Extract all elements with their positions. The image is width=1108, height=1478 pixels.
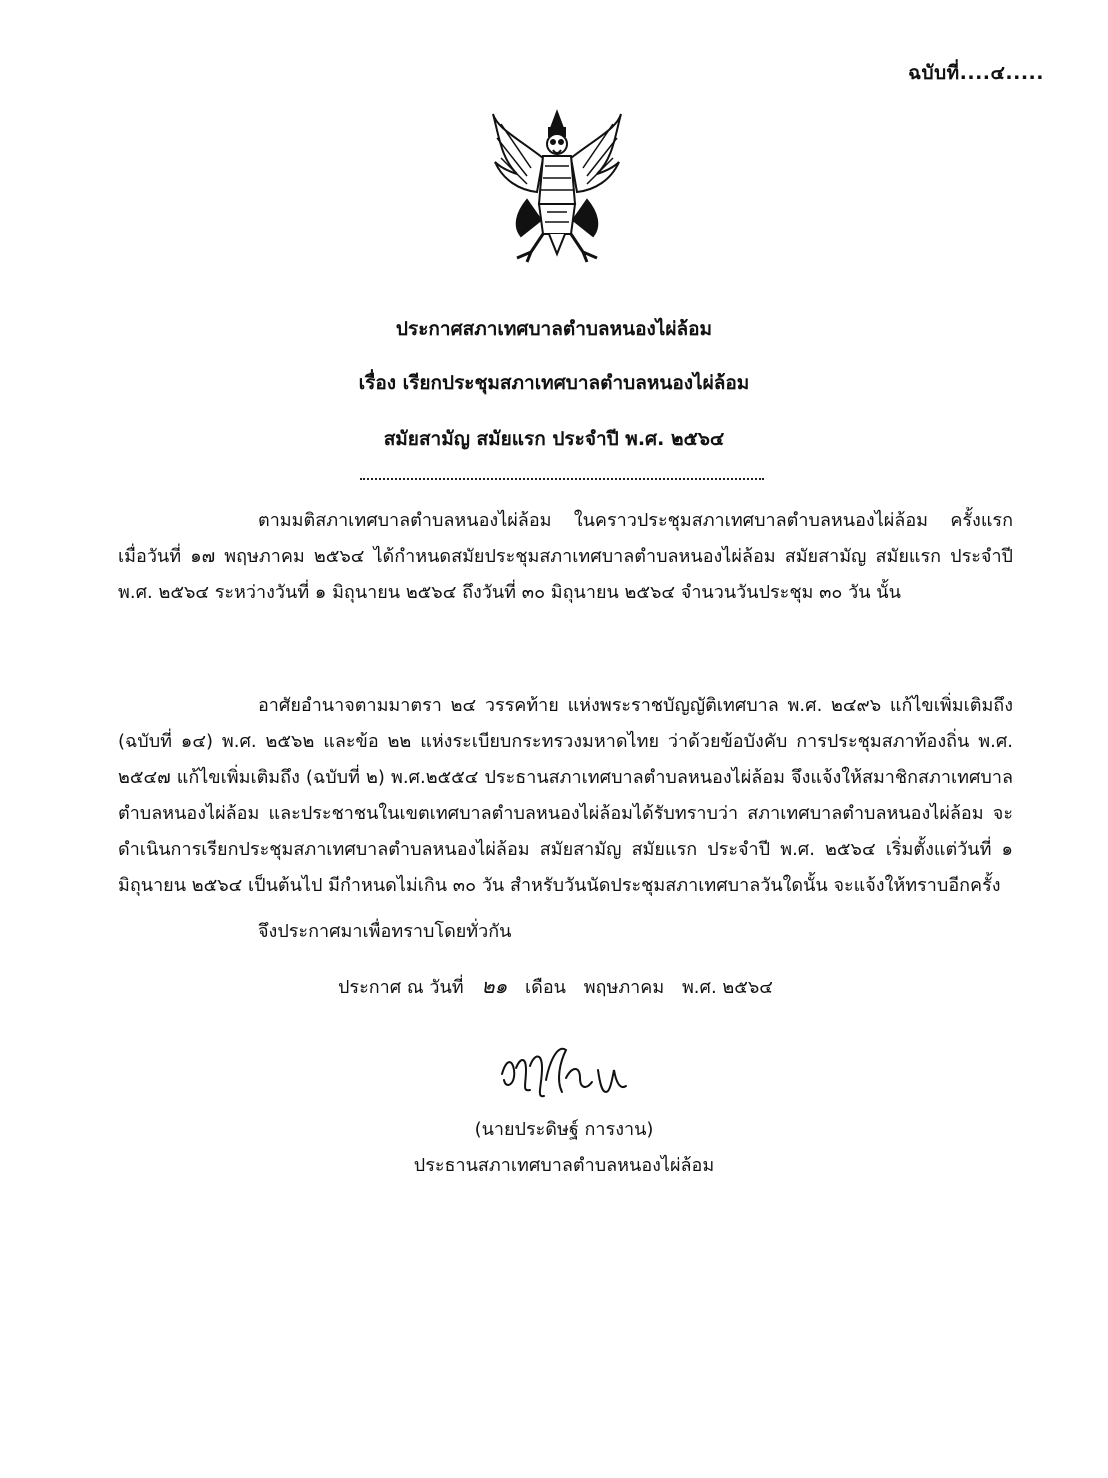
announcement-date — [338, 970, 785, 1002]
heading-session: สมัยสามัญ สมัยแรก ประจำปี พ.ศ. ๒๕๖๔ — [383, 428, 725, 450]
date-prefix: ประกาศ ณ วันที่ — [338, 977, 464, 998]
date-day: ๒๑ — [481, 974, 508, 998]
heading-subject: เรื่อง เรียกประชุมสภาเทศบาลตำบลหนองไผ่ล้อม — [358, 372, 750, 394]
signer-name: (นายประดิษฐ์ การงาน) — [474, 1119, 654, 1140]
signer-position: ประธานสภาเทศบาลตำบลหนองไผ่ล้อม — [413, 1155, 715, 1176]
paragraph-resolution: ตามมติสภาเทศบาลตำบลหนองไผ่ล้อม ในคราวประชุมสภาเทศบาลตำบลหนองไผ่ล้อม ครั้งแรก เมื่อวันที่ ๑๗ พฤษภาคม ๒๕๖๔ ได้กำหนดสมัยประชุมสภาเทศบาลตำบลหนองไผ่ล้อม สมัยสามัญ สมัยแรก ประจำปี พ.ศ. ๒๕๖๔ ระหว่างวันที่ ๑ มิถุนายน ๒๕๖๔ ถึงวันที่ ๓๐ มิถุนายน ๒๕๖๔ จำนวนวันประชุม ๓๐ วัน นั้น — [118, 510, 1013, 603]
heading-title: ประกาศสภาเทศบาลตำบลหนองไผ่ล้อม — [395, 318, 713, 340]
date-month: พฤษภาคม — [583, 977, 665, 998]
handwritten-signature-icon — [496, 1040, 636, 1106]
paragraph-authority: อาศัยอำนาจตามมาตรา ๒๔ วรรคท้าย แห่งพระราชบัญญัติเทศบาล พ.ศ. ๒๔๙๖ แก้ไขเพิ่มเติมถึง (ฉบับที่ ๑๔) พ.ศ. ๒๕๖๒ และข้อ ๒๒ แห่งระเบียบกระทรวงมหาดไทย ว่าด้วยข้อบังคับ การประชุมสภาท้องถิ่น พ.ศ. ๒๕๔๗ แก้ไขเพิ่มเติมถึง (ฉบับที่ ๒) พ.ศ.๒๕๕๔ ประธานสภาเทศบาลตำบลหนองไผ่ล้อม จึงแจ้งให้สมาชิกสภาเทศบาลตำบลหนองไผ่ล้อม และประชาชนในเขตเทศบาลตำบลหนองไผ่ล้อมได้รับทราบว่า สภาเทศบาลตำบลหนองไผ่ล้อม จะดำเนินการเรียกประชุมสภาเทศบาลตำบลหนองไผ่ล้อม สมัยสามัญ สมัยแรก ประจำปี พ.ศ. ๒๕๖๔ เริ่มตั้งแต่วันที่ ๑ มิถุนายน ๒๕๖๔ เป็นต้นไป มีกำหนดไม่เกิน ๓๐ วัน สำหรับวันนัดประชุมสภาเทศบาลวันใดนั้น จะแจ้งให้ทราบอีกครั้ง — [118, 695, 1013, 896]
date-month-label: เดือน — [524, 977, 566, 998]
paragraph-closing: จึงประกาศมาเพื่อทราบโดยทั่วกัน — [258, 921, 512, 942]
dotted-divider — [360, 478, 764, 480]
copy-number: ฉบับที่....๔..... — [908, 62, 1044, 84]
garuda-emblem-icon — [487, 108, 627, 264]
date-year: พ.ศ. ๒๕๖๔ — [681, 977, 773, 998]
